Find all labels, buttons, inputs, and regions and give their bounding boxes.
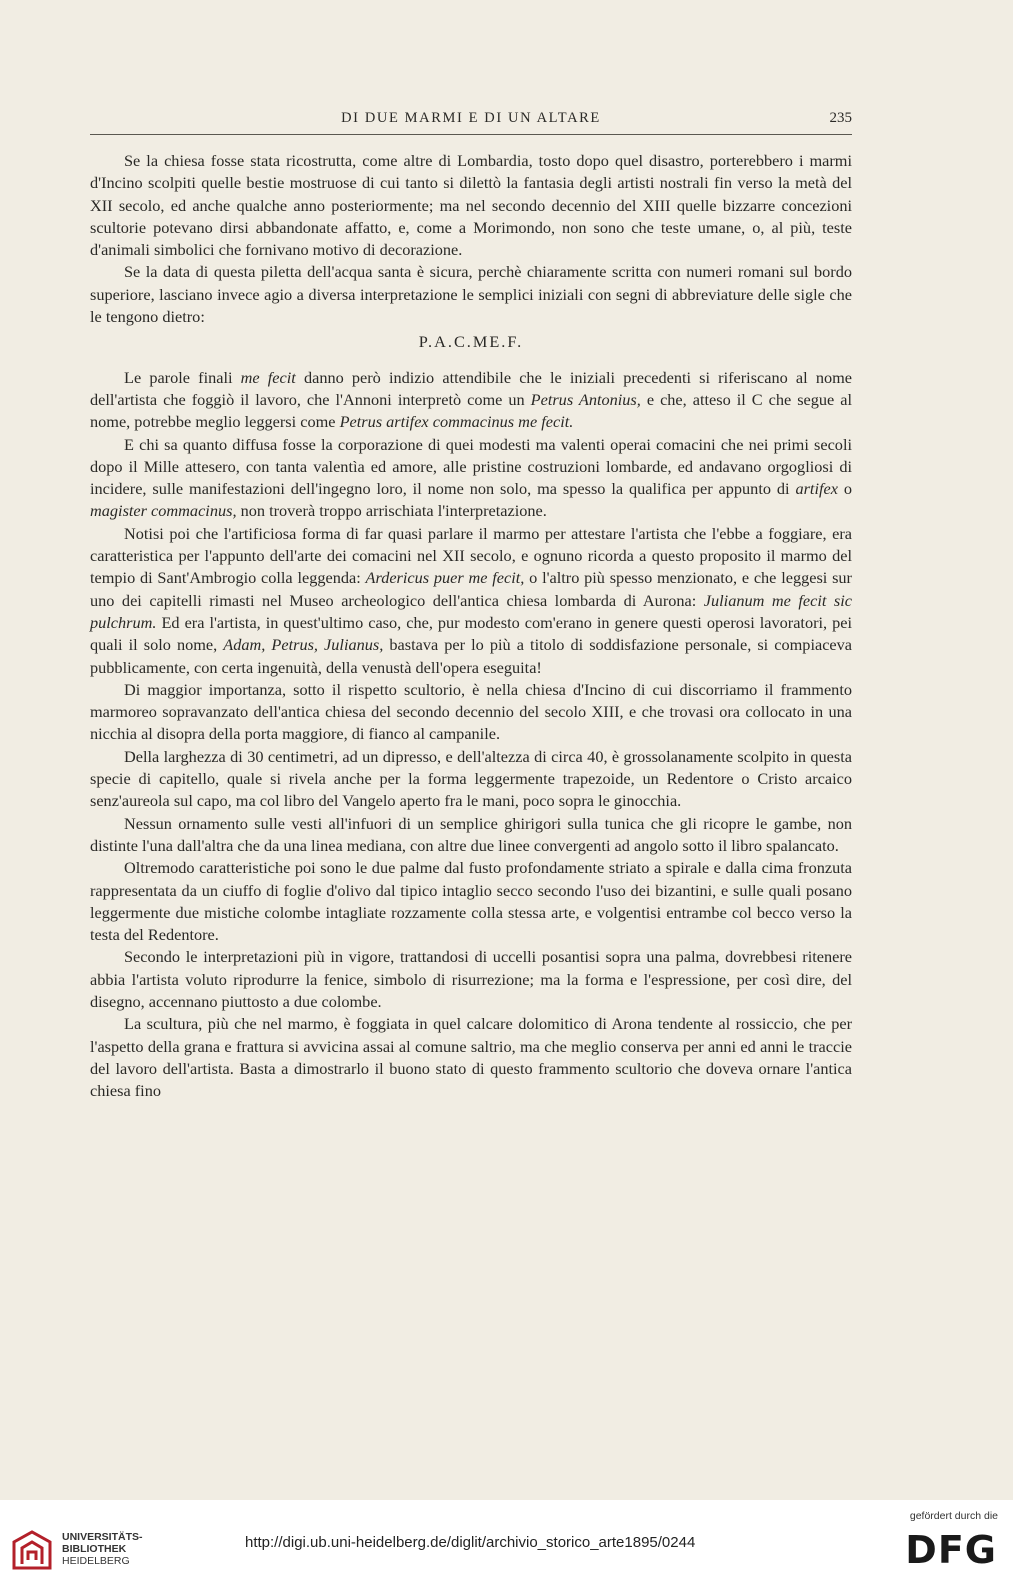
paragraph	[90, 813, 852, 858]
paragraph	[90, 746, 852, 813]
inscription-sigla	[90, 331, 852, 353]
permalink-url[interactable]: http://digi.ub.uni-heidelberg.de/diglit/archivio_storico_arte1895/0244	[245, 1534, 696, 1551]
university-library-logo-icon	[10, 1528, 54, 1572]
paragraph	[90, 261, 852, 328]
text-run: o l'altro più spesso menzionato, e che leggesi sur uno dei capitelli rimasti nel Museo archeologico dell'antica chiesa lombarda di Aurona:	[90, 568, 852, 610]
header-rule	[90, 134, 852, 135]
italic-run: Julianum me fecit sic pulchrum.	[90, 590, 852, 632]
italic-run: Ardericus puer me fecit,	[365, 568, 525, 588]
italic-run: Petrus artifex commacinus me fecit.	[339, 412, 574, 432]
text-run: Oltremodo caratteristiche poi sono le due palme dal fusto profondamente striato a spirale e dalla cima fronzuta rappresentata da un ciuffo di foglie d'olivo dal tipico intaglio secco secondo l'uso dei bizantini, e sulle quali posano leggermente due mistiche colombe intagliate rozzamente colla stessa arte, e volgentisi entrambe col becco verso la testa del Redentore.	[90, 858, 852, 945]
paragraph	[90, 367, 852, 434]
text-run: Se la chiesa fosse stata ricostrutta, come altre di Lombardia, tosto dopo quel disastro, porterebbero i marmi d'Incino scolpiti quelle bestie mostruose di cui tanto si dilettò la fantasia degli artisti nostrali fin verso la metà del XII secolo, ed anche qualche anno posteriormente; ma nel secondo decennio del XIII quelle bizzarre concezioni scultorie potevano dirsi abbandonate affatto, e, come a Morimondo, non sono che teste umane, o, al più, teste d'animali simbolici che fornivano motivo di decorazione.	[90, 151, 852, 260]
library-name-line-2: BIBLIOTHEK	[62, 1543, 127, 1555]
text-run: e che, atteso il C che segue al nome, potrebbe meglio leggersi come	[90, 389, 853, 432]
text-run: Notisi poi che l'artificiosa forma di far quasi parlare il marmo per attestare l'artista che l'ebbe a foggiare, era caratteristica per l'appunto dell'arte dei comacini nel XII secolo, e ognuno ricorda a questo proposito il marmo del tempio di Sant'Ambrogio colla leggenda:	[90, 523, 852, 588]
funding-text: gefördert durch die	[909, 1510, 998, 1522]
paragraph	[90, 1013, 852, 1102]
italic-run: magister commacinus,	[90, 501, 237, 521]
italic-run: Adam, Petrus, Julianus,	[223, 635, 384, 655]
text-run: o	[837, 479, 852, 499]
paragraph	[90, 679, 852, 746]
text-run: P.A.C.ME.F.	[418, 332, 524, 352]
library-name	[62, 1531, 143, 1567]
text-run: Nessun ornamento sulle vesti all'infuori di un semplice ghirigori sulla tunica che gli ricopre le gambe, non distinte l'una dall'altra che da una linea mediana, con altre due linee convergenti ad angolo sotto il libro spalancato.	[90, 813, 852, 855]
running-title: DI DUE MARMI E DI UN ALTARE	[341, 110, 601, 126]
paragraph	[90, 857, 852, 946]
body-text	[90, 150, 852, 1102]
text-run: bastava per lo più a titolo di soddisfazione personale, si compiaceva pubblicamente, con certa ingenuità, della venustà dell'opera eseguita!	[90, 635, 853, 677]
paragraph	[90, 946, 852, 1013]
footer-bar	[0, 1500, 1013, 1591]
library-name-line-3: HEIDELBERG	[62, 1555, 130, 1567]
text-run: Le parole finali	[124, 367, 241, 387]
dfg-logo: DFG	[905, 1528, 997, 1572]
text-run: Secondo le interpretazioni più in vigore, trattandosi di uccelli posantisi sopra una palma, dovrebbesi ritenere abbia l'artista voluto riprodurre la fenice, simbolo di risurrezione; ma la forma e l'espressione, per così dire, del disegno, accennano piuttosto a due colombe.	[90, 947, 852, 1011]
page-number: 235	[829, 110, 852, 126]
text-run: E chi sa quanto diffusa fosse la corporazione di quei modesti ma valenti operai comacini che nei primi secoli dopo il Mille attesero, con tanta valentìa ed amore, alle pristine costruzioni lombarde, ed andavano orgogliosi di incidere, sulle manifestazioni dell'ingegno loro, il nome non solo, ma spesso la qualifica per appunto di	[90, 434, 852, 499]
text-run: Di maggior importanza, sotto il rispetto scultorio, è nella chiesa d'Incino di cui discorriamo il frammento marmoreo sopravanzato dell'antica chiesa del secondo decennio del secolo XIII, e che trovasi ora collocato in una nicchia al disopra della porta maggiore, di fianco al campanile.	[90, 679, 852, 744]
italic-run: me fecit	[240, 367, 296, 387]
italic-run: artifex	[795, 479, 838, 499]
paragraph	[90, 434, 852, 523]
text-run: Della larghezza di 30 centimetri, ad un dipresso, e dell'altezza di circa 40, è grossolanamente scolpito in questa specie di capitello, quale si rivela anche per la forma leggermente trapezoide, un Redentore o Cristo arcaico senz'aureola sul capo, ma col libro del Vangelo aperto fra le mani, poco sopra le ginocchia.	[90, 746, 852, 811]
paragraph	[90, 150, 852, 261]
text-run: danno però indizio attendibile che le iniziali precedenti si riferiscano al nome dell'artista che foggiò il lavoro, che l'Annoni interpretò come un	[90, 367, 852, 409]
running-head	[90, 110, 852, 132]
text-run: Se la data di questa piletta dell'acqua santa è sicura, perchè chiaramente scritta con numeri romani sul bordo superiore, lasciano invece agio a diversa interpretazione le semplici iniziali con segni di abbreviature delle sigle che le tengono dietro:	[90, 262, 852, 327]
library-name-line-1: UNIVERSITÄTS-	[62, 1531, 143, 1543]
text-run: non troverà troppo arrischiata l'interpretazione.	[236, 501, 547, 521]
text-run: Ed era l'artista, in quest'ultimo caso, che, pur modesto com'erano in genere questi operosi lavoratori, pei quali il solo nome,	[90, 612, 852, 655]
paragraph	[90, 523, 852, 679]
text-run: La scultura, più che nel marmo, è foggiata in quel calcare dolomitico di Arona tendente al rossiccio, che per l'aspetto della grana e frattura si avvicina assai al comune saltrio, ma che meglio conserva per anni ed anni le traccie del lavoro dell'artista. Basta a dimostrarlo il buono stato di questo frammento scultorio che doveva ornare l'antica chiesa fino	[90, 1014, 852, 1101]
italic-run: Petrus Antonius,	[530, 389, 641, 409]
